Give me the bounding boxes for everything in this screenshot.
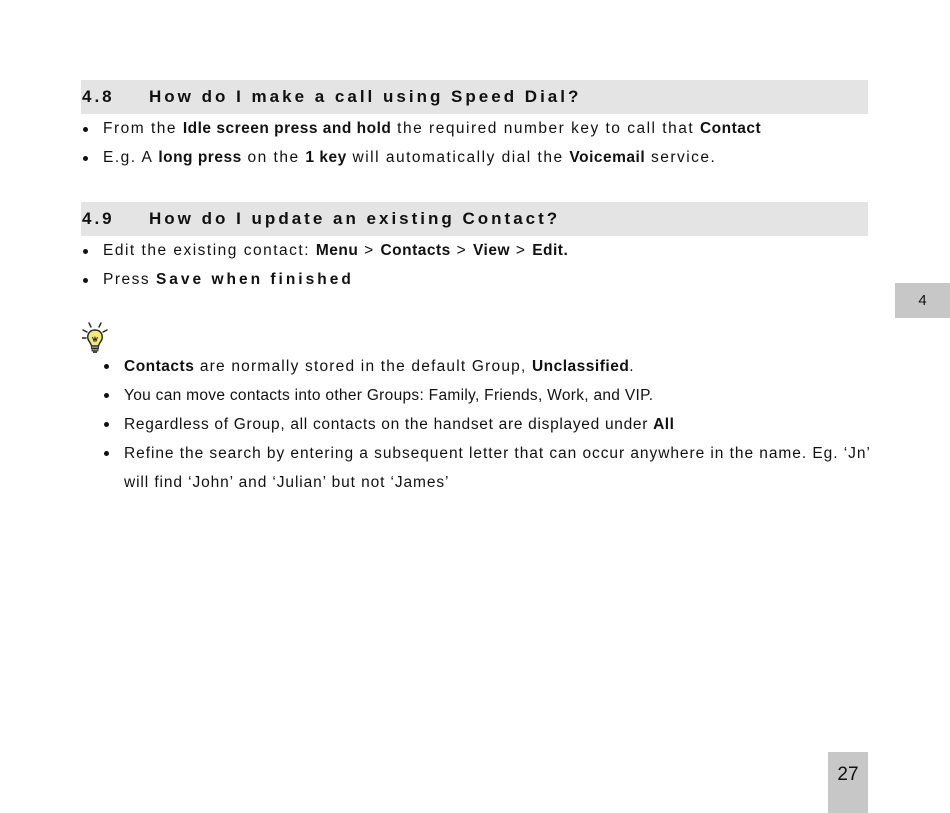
section-title: How do I update an existing Contact? (149, 209, 561, 228)
list-item: You can move contacts into other Groups: Family, Friends, Work, and VIP. (102, 381, 882, 410)
list-item: Refine the search by entering a subsequent letter that can occur anywhere in the name. Eg. ‘Jn’ (102, 439, 882, 468)
page-number: 27 (828, 752, 868, 813)
list-item: Edit the existing contact: Menu > Contacts > View > Edit. (81, 237, 881, 266)
section-title: How do I make a call using Speed Dial? (149, 87, 582, 106)
list-item: Contacts are normally stored in the default Group, Unclassified. (102, 352, 882, 381)
list-item: Regardless of Group, all contacts on the handset are displayed under All (102, 410, 882, 439)
section-heading-4-9 (81, 202, 868, 236)
tip-list (102, 352, 882, 497)
list-item: E.g. A long press on the 1 key will automatically dial the Voicemail service. (81, 144, 881, 173)
section-heading-4-8 (81, 80, 868, 114)
speed-dial-list (81, 115, 881, 172)
lightbulb-icon (82, 322, 110, 356)
update-contact-list (81, 237, 881, 294)
list-item: From the Idle screen press and hold the required number key to call that Contact (81, 115, 881, 144)
list-item: Press Save when finished (81, 266, 881, 295)
section-number: 4.9 (82, 209, 115, 228)
section-number: 4.8 (82, 87, 115, 106)
list-item-continuation: will find ‘John’ and ‘Julian’ but not ‘James’ (124, 474, 450, 491)
chapter-tab: 4 (895, 283, 950, 318)
